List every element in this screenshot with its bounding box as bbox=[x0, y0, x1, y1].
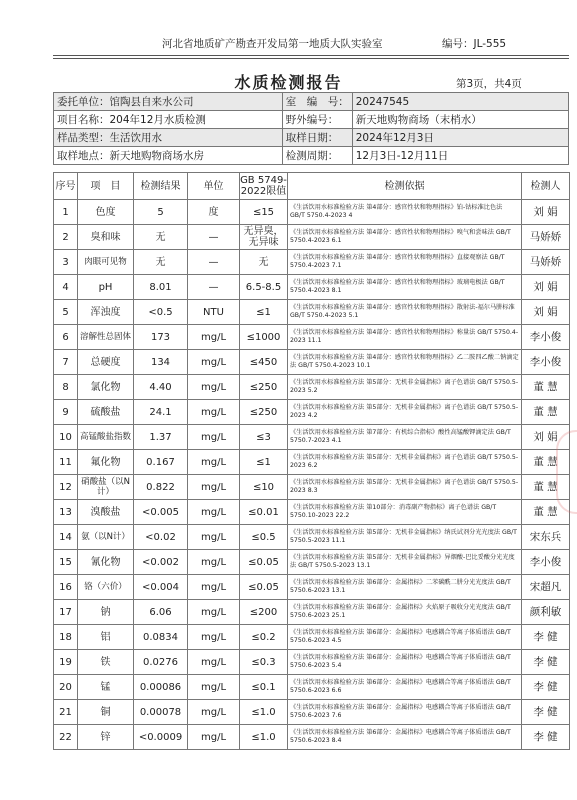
date-value: 2024年12月3日 bbox=[352, 129, 568, 147]
row-person: 宋超凡 bbox=[522, 575, 570, 600]
row-basis: 《生活饮用水标准检验方法 第4部分：感官性状和物理指标》直接观察法 GB/T 5750.4-2023 7.1 bbox=[288, 250, 522, 275]
row-unit: mg/L bbox=[188, 600, 240, 625]
row-unit: mg/L bbox=[188, 350, 240, 375]
row-result: 8.01 bbox=[134, 275, 188, 300]
row-basis: 《生活饮用水标准检验方法 第5部分：无机非金属指标》纳氏试剂分光光度法 GB/T 5750.5-2023 11.1 bbox=[288, 525, 522, 550]
doc-code: 编号：JL-555 bbox=[442, 38, 507, 50]
row-limit: 6.5-8.5 bbox=[240, 275, 288, 300]
row-no: 9 bbox=[54, 400, 78, 425]
seal-stamp bbox=[556, 430, 577, 514]
table-row bbox=[54, 250, 570, 275]
row-unit: mg/L bbox=[188, 650, 240, 675]
row-item: 氰化物 bbox=[78, 550, 134, 575]
sample-value: 生活饮用水 bbox=[109, 132, 162, 144]
row-no: 21 bbox=[54, 700, 78, 725]
row-no: 22 bbox=[54, 725, 78, 750]
row-basis: 《生活饮用水标准检验方法 第4部分：感官性状和物理指标》称量法 GB/T 5750.4-2023 11.1 bbox=[288, 325, 522, 350]
table-row bbox=[54, 600, 570, 625]
row-no: 6 bbox=[54, 325, 78, 350]
col-item: 项 目 bbox=[78, 173, 134, 200]
row-person: 颜利敏 bbox=[522, 600, 570, 625]
row-person: 董 慧 bbox=[522, 400, 570, 425]
row-result: 无 bbox=[134, 250, 188, 275]
row-result: 6.06 bbox=[134, 600, 188, 625]
row-person: 刘 娟 bbox=[522, 300, 570, 325]
row-unit: mg/L bbox=[188, 400, 240, 425]
row-limit: ≤200 bbox=[240, 600, 288, 625]
row-item: 浑浊度 bbox=[78, 300, 134, 325]
table-row bbox=[54, 325, 570, 350]
table-row bbox=[54, 200, 570, 225]
lab-name: 河北省地质矿产勘查开发局第一地质大队实验室 bbox=[162, 38, 383, 50]
period-label: 检测周期： bbox=[282, 147, 352, 165]
row-basis: 《生活饮用水标准检验方法 第6部分：金属指标》电感耦合等离子体质谱法 GB/T 5750.6-2023 8.4 bbox=[288, 725, 522, 750]
row-no: 10 bbox=[54, 425, 78, 450]
row-no: 18 bbox=[54, 625, 78, 650]
row-basis: 《生活饮用水标准检验方法 第10部分：消毒副产物指标》离子色谱法 GB/T 5750.10-2023 22.2 bbox=[288, 500, 522, 525]
row-person: 李 健 bbox=[522, 650, 570, 675]
project-label: 项目名称： bbox=[57, 114, 110, 126]
row-result: 24.1 bbox=[134, 400, 188, 425]
table-header-row bbox=[54, 173, 570, 200]
row-no: 15 bbox=[54, 550, 78, 575]
row-limit: ≤250 bbox=[240, 375, 288, 400]
row-no: 17 bbox=[54, 600, 78, 625]
row-basis: 《生活饮用水标准检验方法 第6部分：金属指标》火焰原子吸收分光光度法 GB/T 5750.6-2023 25.1 bbox=[288, 600, 522, 625]
row-unit: mg/L bbox=[188, 500, 240, 525]
row-result: 0.0276 bbox=[134, 650, 188, 675]
row-no: 16 bbox=[54, 575, 78, 600]
table-row bbox=[54, 450, 570, 475]
row-basis: 《生活饮用水标准检验方法 第4部分：感官性状和物理指标》嗅气和尝味法 GB/T 5750.4-2023 6.1 bbox=[288, 225, 522, 250]
room-label: 室 编 号： bbox=[282, 93, 352, 111]
col-no: 序号 bbox=[54, 173, 78, 200]
header-rule bbox=[53, 55, 569, 56]
row-result: 0.167 bbox=[134, 450, 188, 475]
row-limit: ≤0.3 bbox=[240, 650, 288, 675]
row-person: 李小俊 bbox=[522, 325, 570, 350]
row-person: 董 慧 bbox=[522, 375, 570, 400]
room-value: 20247545 bbox=[352, 93, 568, 111]
row-person: 董 慧 bbox=[522, 475, 570, 500]
report-title: 水质检测报告 bbox=[234, 73, 343, 92]
row-basis: 《生活饮用水标准检验方法 第5部分：无机非金属指标》离子色谱法 GB/T 5750.5-2023 6.2 bbox=[288, 450, 522, 475]
row-person: 刘 娟 bbox=[522, 200, 570, 225]
row-no: 14 bbox=[54, 525, 78, 550]
row-person: 马娇娇 bbox=[522, 250, 570, 275]
row-limit: ≤0.05 bbox=[240, 575, 288, 600]
table-row bbox=[54, 525, 570, 550]
project-value: 204年12月水质检测 bbox=[109, 114, 206, 126]
field-value: 新天地购物商场（末梢水） bbox=[352, 111, 568, 129]
row-result: 0.0834 bbox=[134, 625, 188, 650]
field-label: 野外编号： bbox=[282, 111, 352, 129]
row-item: 锰 bbox=[78, 675, 134, 700]
row-unit: mg/L bbox=[188, 700, 240, 725]
row-item: 钠 bbox=[78, 600, 134, 625]
row-result: 5 bbox=[134, 200, 188, 225]
client-value: 馆陶县自来水公司 bbox=[109, 96, 194, 108]
table-row bbox=[54, 550, 570, 575]
table-row bbox=[54, 225, 570, 250]
row-unit: mg/L bbox=[188, 725, 240, 750]
row-unit: mg/L bbox=[188, 575, 240, 600]
row-result: 0.00078 bbox=[134, 700, 188, 725]
row-no: 2 bbox=[54, 225, 78, 250]
row-basis: 《生活饮用水标准检验方法 第7部分：有机综合指标》酸性高锰酸钾滴定法 GB/T 5750.7-2023 4.1 bbox=[288, 425, 522, 450]
row-limit: ≤1000 bbox=[240, 325, 288, 350]
row-unit: 度 bbox=[188, 200, 240, 225]
row-basis: 《生活饮用水标准检验方法 第6部分：金属指标》电感耦合等离子体质谱法 GB/T 5750.6-2023 5.4 bbox=[288, 650, 522, 675]
row-basis: 《生活饮用水标准检验方法 第4部分：感官性状和物理指标》乙二胺四乙酸二钠滴定法 GB/T 5750.4-2023 10.1 bbox=[288, 350, 522, 375]
row-item: 铬（六价） bbox=[78, 575, 134, 600]
row-no: 13 bbox=[54, 500, 78, 525]
row-basis: 《生活饮用水标准检验方法 第4部分：感官性状和物理指标》散射法-福尔马肼标准 GB/T 5750.4-2023 5.1 bbox=[288, 300, 522, 325]
info-table bbox=[53, 92, 569, 165]
row-result: <0.004 bbox=[134, 575, 188, 600]
row-person: 刘 娟 bbox=[522, 425, 570, 450]
row-no: 8 bbox=[54, 375, 78, 400]
row-result: 134 bbox=[134, 350, 188, 375]
row-item: 高锰酸盐指数 bbox=[78, 425, 134, 450]
row-basis: 《生活饮用水标准检验方法 第5部分：无机非金属指标》离子色谱法 GB/T 5750.5-2023 8.3 bbox=[288, 475, 522, 500]
row-basis: 《生活饮用水标准检验方法 第6部分：金属指标》电感耦合等离子体质谱法 GB/T 5750.6-2023 7.6 bbox=[288, 700, 522, 725]
table-row bbox=[54, 575, 570, 600]
row-item: 铝 bbox=[78, 625, 134, 650]
period-value: 12月3日-12月11日 bbox=[352, 147, 568, 165]
table-row bbox=[54, 675, 570, 700]
row-item: 硫酸盐 bbox=[78, 400, 134, 425]
place-value: 新天地购物商场水房 bbox=[109, 150, 204, 162]
sample-cell bbox=[54, 129, 283, 147]
row-unit: mg/L bbox=[188, 375, 240, 400]
place-label: 取样地点： bbox=[57, 150, 110, 162]
row-limit: ≤10 bbox=[240, 475, 288, 500]
sample-label: 样品类型： bbox=[57, 132, 110, 144]
row-person: 董 慧 bbox=[522, 450, 570, 475]
col-person: 检测人 bbox=[522, 173, 570, 200]
table-row bbox=[54, 475, 570, 500]
row-result: <0.0009 bbox=[134, 725, 188, 750]
row-limit: ≤1 bbox=[240, 450, 288, 475]
row-no: 4 bbox=[54, 275, 78, 300]
col-limit: GB 5749-2022限值 bbox=[240, 173, 288, 200]
row-result: <0.5 bbox=[134, 300, 188, 325]
row-unit: mg/L bbox=[188, 425, 240, 450]
table-row bbox=[54, 425, 570, 450]
row-person: 刘 娟 bbox=[522, 275, 570, 300]
row-item: 总硬度 bbox=[78, 350, 134, 375]
row-unit: mg/L bbox=[188, 625, 240, 650]
row-basis: 《生活饮用水标准检验方法 第5部分：无机非金属指标》异烟酸-巴比妥酸分光光度法 GB/T 5750.5-2023 13.1 bbox=[288, 550, 522, 575]
table-row bbox=[54, 400, 570, 425]
row-unit: mg/L bbox=[188, 475, 240, 500]
row-unit: mg/L bbox=[188, 550, 240, 575]
row-result: 无 bbox=[134, 225, 188, 250]
row-limit: ≤0.01 bbox=[240, 500, 288, 525]
header-rule-2 bbox=[53, 58, 569, 59]
row-limit: 无异臭，无异味 bbox=[240, 225, 288, 250]
row-basis: 《生活饮用水标准检验方法 第4部分：感官性状和物理指标》铂-钴标准比色法 GB/T 5750.4-2023 4 bbox=[288, 200, 522, 225]
table-row bbox=[54, 275, 570, 300]
row-person: 李小俊 bbox=[522, 550, 570, 575]
row-result: 4.40 bbox=[134, 375, 188, 400]
row-no: 12 bbox=[54, 475, 78, 500]
row-basis: 《生活饮用水标准检验方法 第6部分：金属指标》电感耦合等离子体质谱法 GB/T 5750.6-2023 4.5 bbox=[288, 625, 522, 650]
row-person: 宋东兵 bbox=[522, 525, 570, 550]
row-item: 锌 bbox=[78, 725, 134, 750]
row-limit: ≤0.1 bbox=[240, 675, 288, 700]
row-item: 氨（以N计） bbox=[78, 525, 134, 550]
report-header bbox=[0, 36, 577, 52]
row-item: 硝酸盐（以N计） bbox=[78, 475, 134, 500]
row-person: 董 慧 bbox=[522, 500, 570, 525]
row-no: 5 bbox=[54, 300, 78, 325]
row-result: <0.002 bbox=[134, 550, 188, 575]
row-no: 19 bbox=[54, 650, 78, 675]
row-limit: ≤15 bbox=[240, 200, 288, 225]
row-result: 0.822 bbox=[134, 475, 188, 500]
row-result: <0.02 bbox=[134, 525, 188, 550]
row-no: 11 bbox=[54, 450, 78, 475]
row-limit: ≤0.05 bbox=[240, 550, 288, 575]
row-item: 溴酸盐 bbox=[78, 500, 134, 525]
row-limit: ≤1.0 bbox=[240, 700, 288, 725]
row-basis: 《生活饮用水标准检验方法 第6部分：金属指标》二苯碳酰二肼分光光度法 GB/T 5750.6-2023 13.1 bbox=[288, 575, 522, 600]
row-item: 臭和味 bbox=[78, 225, 134, 250]
row-result: <0.005 bbox=[134, 500, 188, 525]
row-limit: ≤450 bbox=[240, 350, 288, 375]
row-item: pH bbox=[78, 275, 134, 300]
project-cell bbox=[54, 111, 283, 129]
row-item: 肉眼可见物 bbox=[78, 250, 134, 275]
table-row bbox=[54, 500, 570, 525]
row-basis: 《生活饮用水标准检验方法 第5部分：无机非金属指标》离子色谱法 GB/T 5750.5-2023 5.2 bbox=[288, 375, 522, 400]
row-person: 李 健 bbox=[522, 725, 570, 750]
row-person: 李小俊 bbox=[522, 350, 570, 375]
row-limit: ≤1.0 bbox=[240, 725, 288, 750]
row-limit: ≤3 bbox=[240, 425, 288, 450]
row-person: 李 健 bbox=[522, 675, 570, 700]
row-limit: ≤250 bbox=[240, 400, 288, 425]
date-label: 取样日期： bbox=[282, 129, 352, 147]
row-item: 铜 bbox=[78, 700, 134, 725]
row-limit: ≤0.2 bbox=[240, 625, 288, 650]
table-row bbox=[54, 350, 570, 375]
row-person: 李 健 bbox=[522, 700, 570, 725]
row-limit: 无 bbox=[240, 250, 288, 275]
row-result: 173 bbox=[134, 325, 188, 350]
row-no: 7 bbox=[54, 350, 78, 375]
client-label: 委托单位： bbox=[57, 96, 110, 108]
row-no: 20 bbox=[54, 675, 78, 700]
row-unit: NTU bbox=[188, 300, 240, 325]
row-basis: 《生活饮用水标准检验方法 第5部分：无机非金属指标》离子色谱法 GB/T 5750.5-2023 4.2 bbox=[288, 400, 522, 425]
col-result: 检测结果 bbox=[134, 173, 188, 200]
row-unit: — bbox=[188, 225, 240, 250]
row-item: 氟化物 bbox=[78, 450, 134, 475]
row-result: 1.37 bbox=[134, 425, 188, 450]
row-item: 铁 bbox=[78, 650, 134, 675]
col-unit: 单位 bbox=[188, 173, 240, 200]
place-cell bbox=[54, 147, 283, 165]
client-cell bbox=[54, 93, 283, 111]
row-basis: 《生活饮用水标准检验方法 第4部分：感官性状和物理指标》玻璃电极法 GB/T 5750.4-2023 8.1 bbox=[288, 275, 522, 300]
table-row bbox=[54, 375, 570, 400]
row-no: 1 bbox=[54, 200, 78, 225]
row-item: 色度 bbox=[78, 200, 134, 225]
row-person: 李 健 bbox=[522, 625, 570, 650]
row-result: 0.00086 bbox=[134, 675, 188, 700]
row-unit: mg/L bbox=[188, 450, 240, 475]
row-item: 溶解性总固体 bbox=[78, 325, 134, 350]
row-unit: mg/L bbox=[188, 325, 240, 350]
table-row bbox=[54, 650, 570, 675]
results-table bbox=[53, 172, 570, 750]
table-row bbox=[54, 300, 570, 325]
table-row bbox=[54, 700, 570, 725]
page-number: 第3页，共4页 bbox=[456, 78, 522, 90]
row-limit: ≤1 bbox=[240, 300, 288, 325]
row-basis: 《生活饮用水标准检验方法 第6部分：金属指标》电感耦合等离子体质谱法 GB/T 5750.6-2023 6.6 bbox=[288, 675, 522, 700]
row-unit: mg/L bbox=[188, 525, 240, 550]
row-limit: ≤0.5 bbox=[240, 525, 288, 550]
row-unit: — bbox=[188, 250, 240, 275]
table-row bbox=[54, 725, 570, 750]
col-basis: 检测依据 bbox=[288, 173, 522, 200]
row-unit: mg/L bbox=[188, 675, 240, 700]
row-unit: — bbox=[188, 275, 240, 300]
table-row bbox=[54, 625, 570, 650]
row-item: 氯化物 bbox=[78, 375, 134, 400]
row-no: 3 bbox=[54, 250, 78, 275]
row-person: 马娇娇 bbox=[522, 225, 570, 250]
